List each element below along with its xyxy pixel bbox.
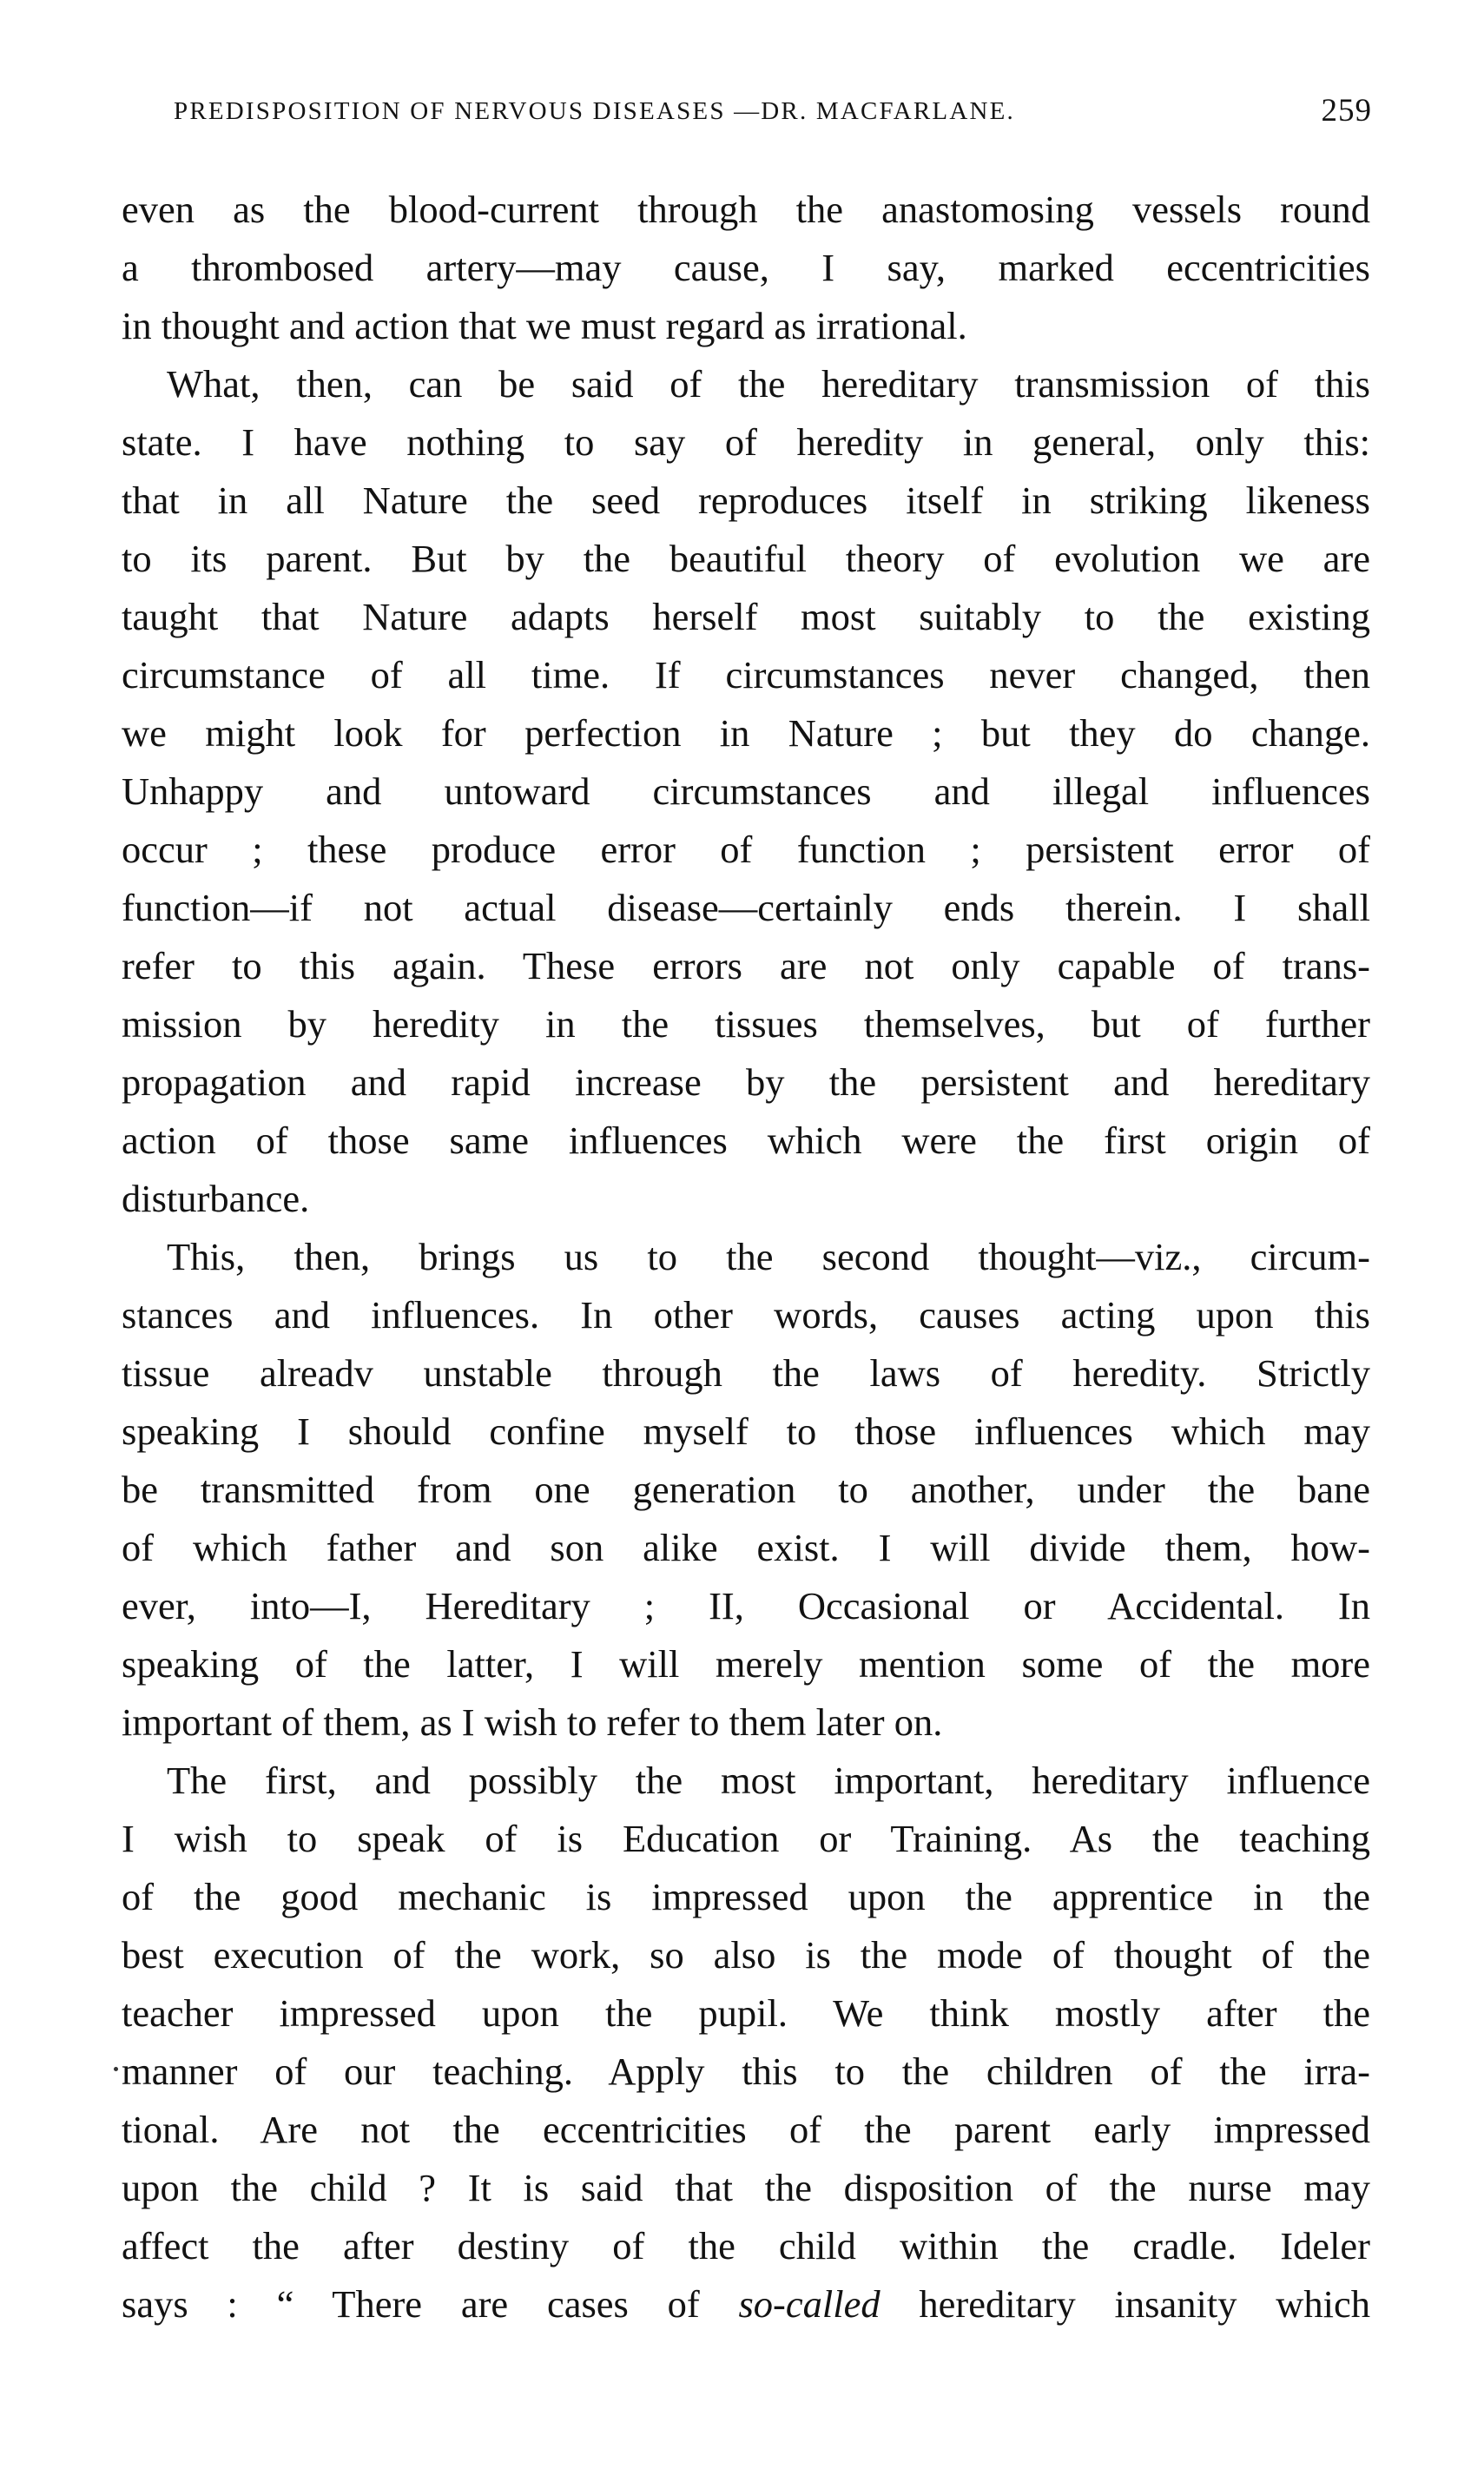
text-line: tissue alreadv unstable through the laws of heredity. Strictly <box>122 1351 1370 1395</box>
text-line: taught that Nature adapts herself most suitably to the existing <box>122 595 1370 638</box>
text-line: I wish to speak of is Education or Training. As the teaching <box>122 1817 1370 1860</box>
text-line: teacher impressed upon the pupil. We think mostly after the <box>122 1991 1370 2035</box>
text-line: manner of our teaching. Apply this to the children of the irra- <box>122 2050 1370 2093</box>
text-line: function—if not actual disease—certainly ends therein. I shall <box>122 886 1370 929</box>
text-line: occur ; these produce error of function ; persistent error of <box>122 828 1370 871</box>
final-line-start: says : “ There are cases of <box>122 2282 739 2326</box>
text-line: even as the blood-current through the anastomosing vessels round <box>122 188 1370 231</box>
text-line: important of them, as I wish to refer to them later on. <box>122 1700 943 1744</box>
text-line: Unhappy and untoward circumstances and illegal influences <box>122 769 1370 813</box>
text-line: speaking of the latter, I will merely mention some of the more <box>122 1642 1370 1686</box>
text-line: What, then, can be said of the hereditary transmission of this <box>167 362 1370 406</box>
text-line: The first, and possibly the most important, hereditary influence <box>167 1759 1370 1802</box>
text-line: a thrombosed artery—may cause, I say, marked eccentricities <box>122 246 1370 289</box>
italic-phrase: so-called <box>738 2282 881 2326</box>
text-line: circumstance of all time. If circumstances never changed, then <box>122 653 1370 696</box>
text-line: ever, into—I, Hereditary ; II, Occasional or Accidental. In <box>122 1584 1370 1627</box>
running-title: PREDISPOSITION OF NERVOUS DISEASES —DR. MACFARLANE. <box>174 97 1015 125</box>
text-line: of the good mechanic is impressed upon the apprentice in the <box>122 1875 1370 1918</box>
text-line: speaking I should confine myself to those influences which may <box>122 1409 1370 1453</box>
text-line: in thought and action that we must regard as irrational. <box>122 304 967 347</box>
text-line: state. I have nothing to say of heredity in general, only this: <box>122 420 1370 464</box>
text-line: to its parent. But by the beautiful theory of evolution we are <box>122 537 1370 580</box>
text-line: mission by heredity in the tissues themselves, but of further <box>122 1002 1370 1046</box>
text-line: we might look for perfection in Nature ; but they do change. <box>122 711 1370 755</box>
page-number: 259 <box>1321 93 1372 129</box>
stray-ink-dot <box>114 2067 118 2071</box>
text-line: upon the child ? It is said that the disposition of the nurse may <box>122 2166 1370 2209</box>
text-line: stances and influences. In other words, causes acting upon this <box>122 1293 1370 1337</box>
final-line-end: hereditary insanity which <box>880 2282 1370 2326</box>
text-line: best execution of the work, so also is the mode of thought of the <box>122 1933 1370 1977</box>
text-line: action of those same influences which were the first origin of <box>122 1119 1370 1162</box>
body-text <box>122 181 1370 2333</box>
text-line: tional. Are not the eccentricities of the parent early impressed <box>122 2108 1370 2151</box>
text-line: propagation and rapid increase by the persistent and hereditary <box>122 1060 1370 1104</box>
text-line: be transmitted from one generation to another, under the bane <box>122 1468 1370 1511</box>
text-line: that in all Nature the seed reproduces itself in striking likeness <box>122 479 1370 522</box>
text-line-final <box>122 2275 1370 2333</box>
text-line: of which father and son alike exist. I will divide them, how- <box>122 1526 1370 1569</box>
running-header <box>174 93 1372 137</box>
text-line: refer to this again. These errors are not only capable of trans- <box>122 944 1370 987</box>
text-line: This, then, brings us to the second thought—viz., circum- <box>167 1235 1370 1278</box>
text-line: disturbance. <box>122 1177 310 1220</box>
text-line: affect the after destiny of the child within the cradle. Ideler <box>122 2224 1370 2267</box>
